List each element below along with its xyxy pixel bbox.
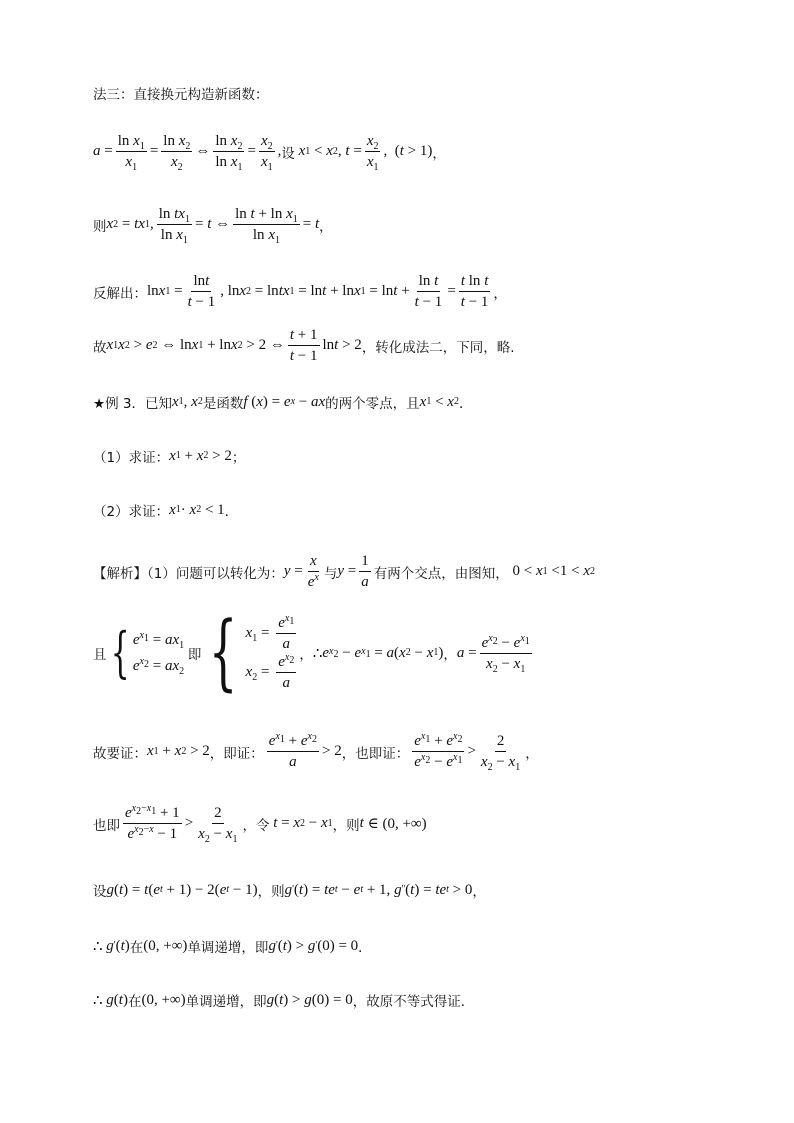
example-3-statement: ★例 3．已知 x 1 , x 2 是函数 f ( x ) = e x − ax 的两个零点，且 x 1 < x 2 ．: [93, 393, 473, 412]
text-ji: 即: [187, 647, 202, 663]
part-2-claim: （2）求证： x 1 · x 2 < 1 ．: [93, 501, 239, 520]
system-of-equations: 且 { $e^{x_1} = ax_1$ $e^{x_2} = ax_2$ 即 { $x_1$ = $\frac{e^{x_1}}{a}$ $x_2$ = $\frac{e^{x_2}}{a}$ ， ∴ e $x_2$ − e $x_1$ = a ( x 2 − x 1 ) ， a = $\frac{e^{x_2} - e^{x_1}}{x_2 - x_1}$: [93, 605, 530, 700]
equation-a-ratio: a = $\frac{\ln x_1}{x_1}$ = $\frac{\ln x_2}{x_2}$ ⇔ $\frac{\ln x_2}{\ln x_1}$ = $\frac{x_2}{x_1}$ , 设 x 1 < x 2 , t = $\frac{x_2}{x_1}$ , ( t > 1) ，: [93, 133, 446, 173]
method-three-text: 法三：直接换元构造新函数：: [93, 87, 269, 103]
g-prime-increasing: ∴ g ' ( t ) 在 (0, +∞) 单调递增，即 g ' ( t ) > g ' (0) = 0 ．: [93, 937, 372, 956]
part-1-label: （1）求证：: [93, 450, 170, 466]
define-g: 设 g ( t ) = t ( e t + 1) − 2( e t − 1) ，则 g ' ( t ) = te t − e t + 1, g '' ( t ) = te t > 0 ，: [93, 881, 486, 900]
part-1-claim: （1）求证： x 1 + x 2 > 2 ；: [93, 447, 246, 466]
text-gu: 故: [93, 339, 107, 356]
example-3-label: ★例 3．已知: [93, 396, 172, 412]
text-ze: 则: [93, 218, 107, 235]
text-qie: 且: [93, 647, 107, 663]
g-increasing-conclusion: ∴ g ( t ) 在 (0, +∞) 单调递增，即 g ( t ) > g (0) = 0 ，故原不等式得证．: [93, 991, 475, 1010]
part-2-label: （2）求证：: [93, 504, 170, 520]
equation-conclusion: 故 x 1 x 2 > e 2 ⇔ ln x 1 + ln x 2 > 2 ⇔ $\frac{t + 1}{t - 1}$ ln t > 2 ，转化成法二，下同，略.: [93, 327, 515, 364]
text-fanjiechu: 反解出：: [93, 285, 147, 302]
method-three-heading: [93, 83, 269, 103]
text-she: 设: [281, 145, 295, 162]
equation-solve-back: 反解出： ln x 1 = $\frac{\ln t}{t - 1}$ , ln x 2 = ln tx 1 = ln t + ln x 1 = ln t + $\frac{\text{ln t}}{t - 1}$ = $\frac{\text{t ln t}}{t - 1}$ ，: [93, 273, 507, 310]
substitution-t: 也即 $\frac{e^{x_2-x_1} + 1}{e^{x_2-x} - 1}$ > $\frac{2}{x_2 - x_1}$ ，令 t = x 2 − x 1 ，则 t ∈ (0, +∞): [93, 803, 427, 845]
equation-substitution: 则 x 2 = tx 1 , $\frac{\ln tx_1}{\ln x_1}$ = t ⇔ $\frac{\ln t + \ln x_1}{\ln x_1}$ = t ，: [93, 206, 333, 246]
solution-intro: 【解析】（1）问题可以转化为： y = $\frac{x}{e^x}$ 与 y = $\frac{1}{a}$ 有两个交点，由图知， 0 < x 1 <1 < x 2: [93, 553, 595, 590]
text-guyaozheng: 故要证：: [93, 745, 147, 762]
text-she-g: 设: [93, 884, 107, 900]
solution-label: 【解析】（1）问题可以转化为：: [93, 565, 284, 582]
text-yeji: 也即: [93, 817, 120, 834]
equivalent-claim: 故要证： x 1 + x 2 > 2 ，即证： $\frac{e^{x_1} + e^{x_2}}{a}$ > 2 ，也即证： $\frac{e^{x_1} + e^{x_2}}{e^{x_2} - e^{x_1}}$ > $\frac{2}{x_2 - x_1}$ ，: [93, 731, 539, 773]
